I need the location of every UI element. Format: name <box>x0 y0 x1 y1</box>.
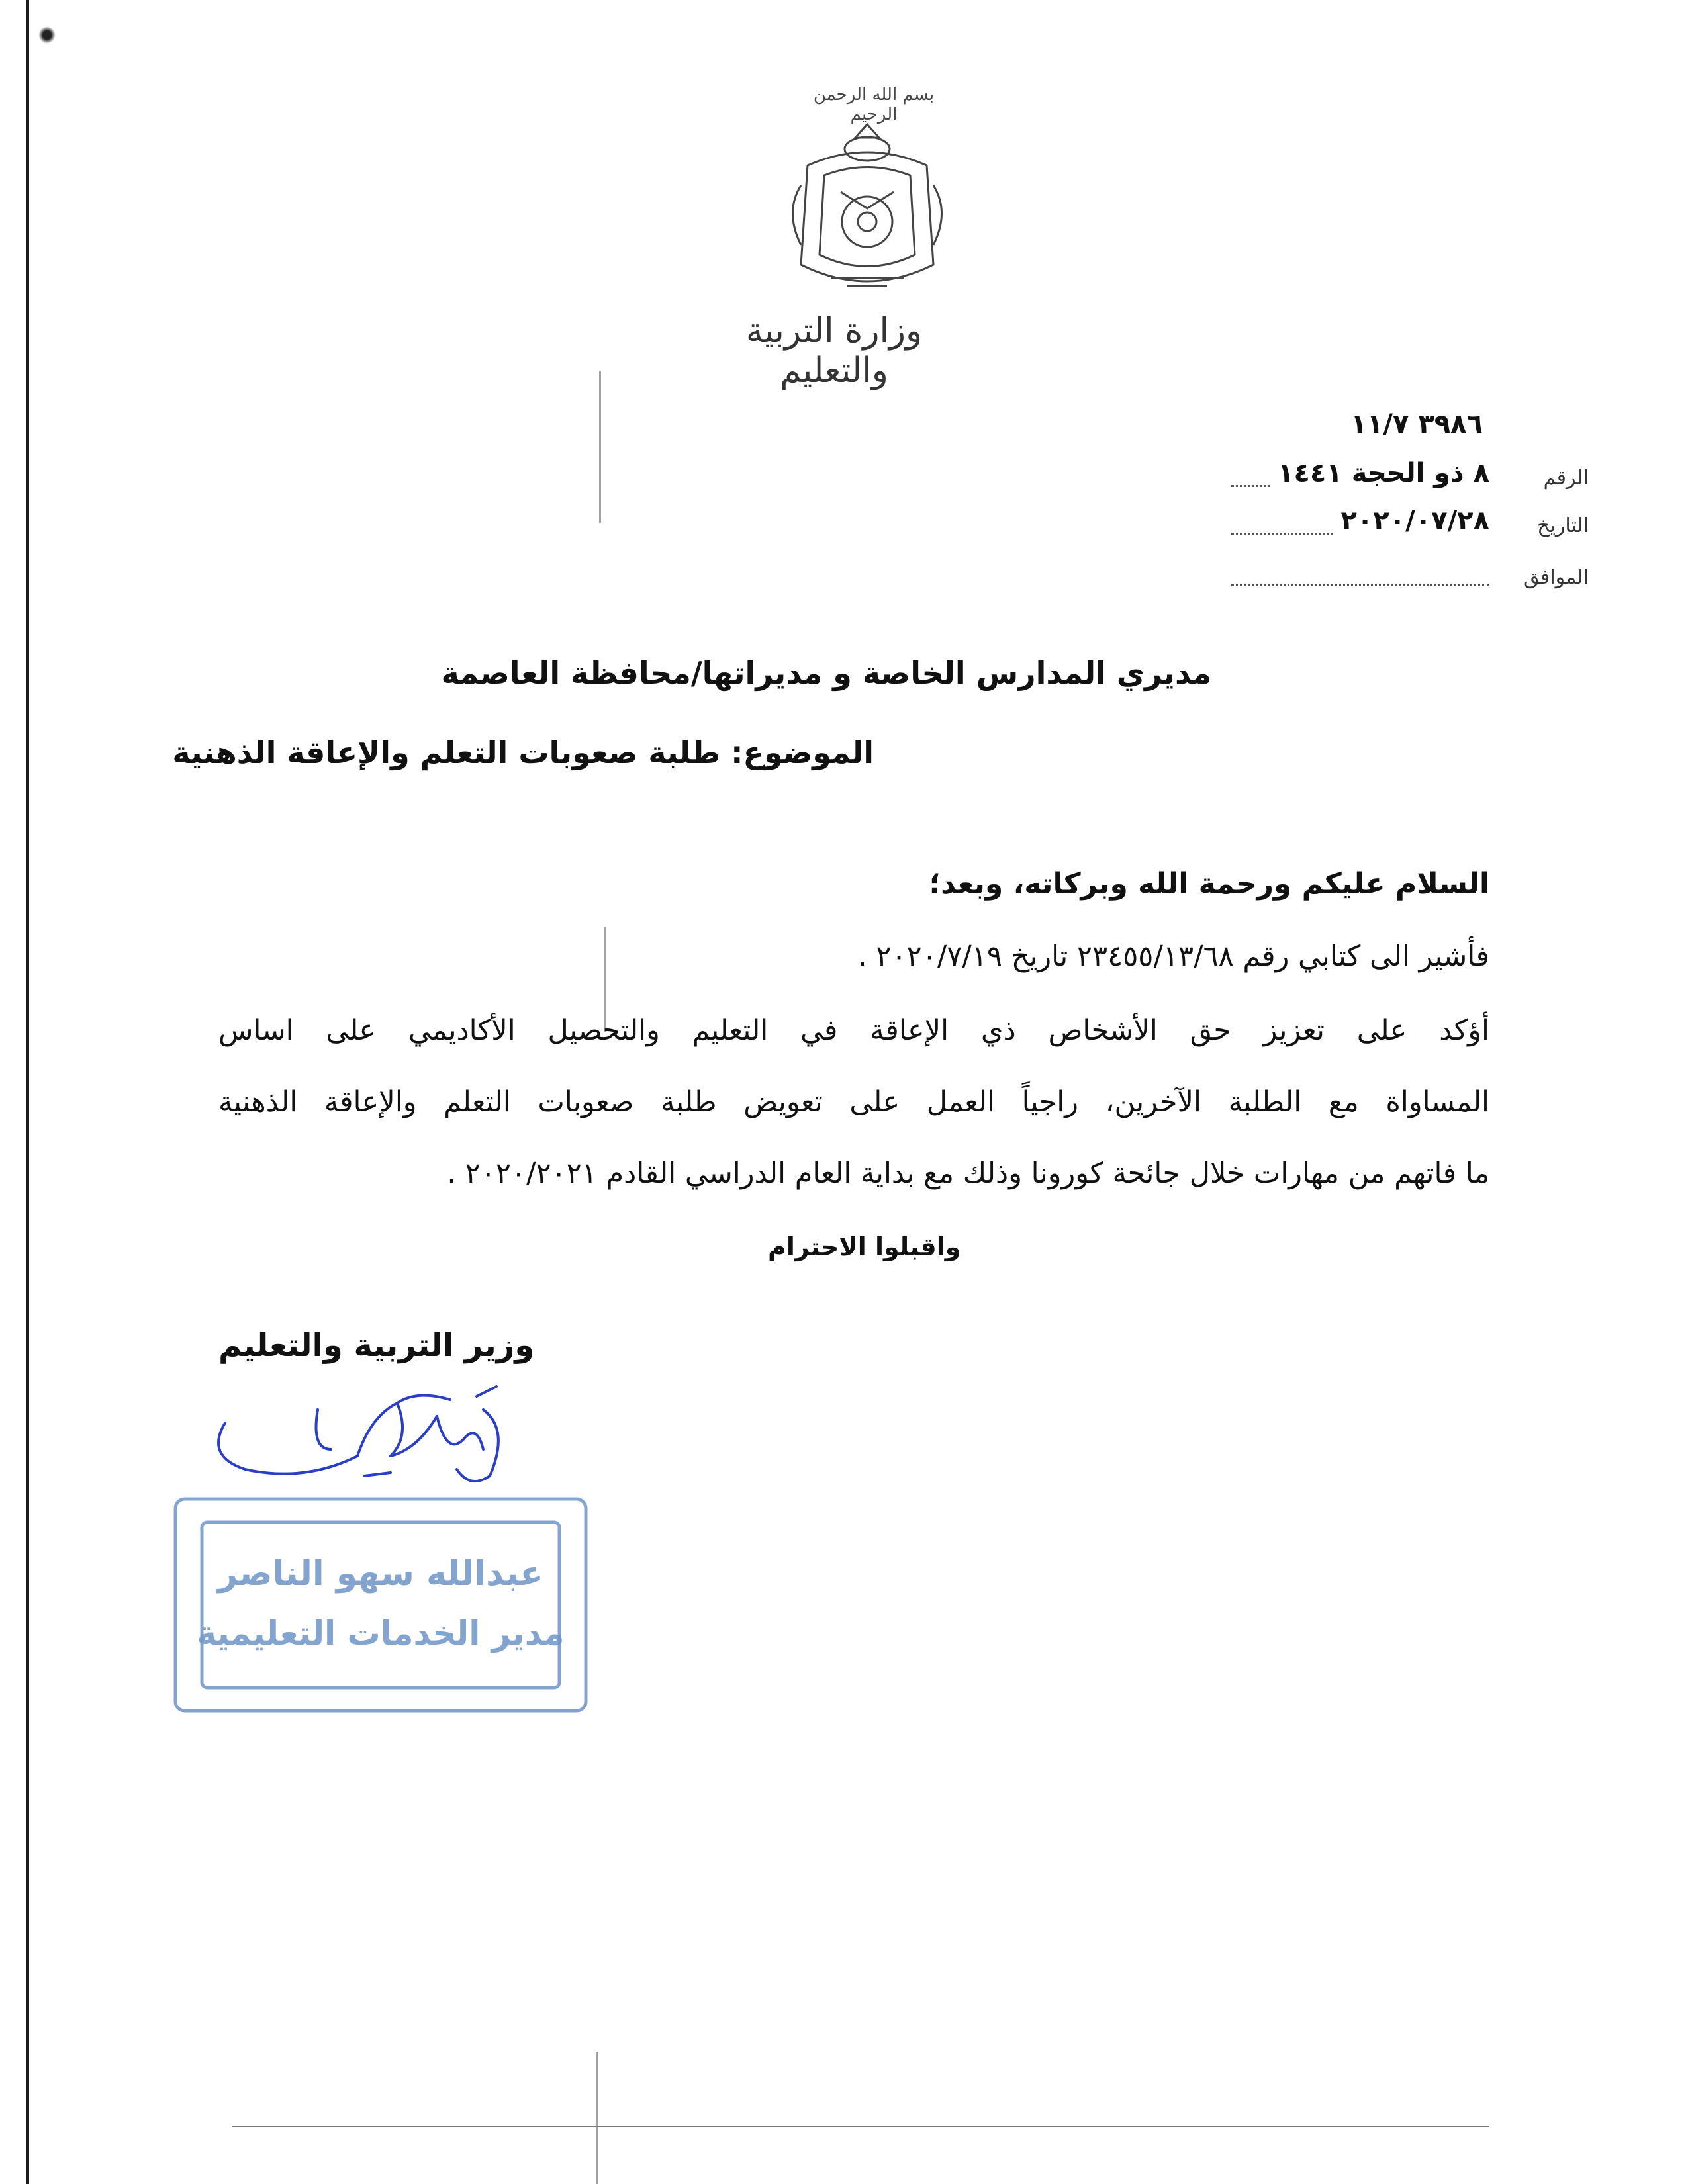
stamp-title: مدير الخدمات التعليمية <box>197 1614 565 1653</box>
basmala: بسم الله الرحمن الرحيم <box>813 85 935 124</box>
corresponding-row <box>1231 555 1589 592</box>
body-line-3: المساواة مع الطلبة الآخرين، راجياً العمل على تعويض طلبة صعوبات التعلم والإعاقة الذهنية <box>218 1085 1489 1118</box>
body-line-1: فأشير الى كتابي رقم ٢٣٤٥٥/١٣/٦٨ تاريخ ٢٠٢٠/٧/١٩ . <box>858 940 1489 973</box>
signer-title: وزير التربية والتعليم <box>218 1327 535 1364</box>
reference-number: ٣٩٨٦ ١١/٧ <box>1350 409 1483 439</box>
subject-line: الموضوع: طلبة صعوبات التعلم والإعاقة الذهنية <box>172 735 874 770</box>
number-label: الرقم <box>1543 467 1589 490</box>
date-row <box>1231 503 1589 540</box>
hijri-date: ٨ ذو الحجة ١٤٤١ <box>1271 458 1489 488</box>
gregorian-date: ٢٠٢٠/٠٧/٢٨ <box>1334 506 1489 536</box>
greeting: السلام عليكم ورحمة الله وبركاته، وبعد؛ <box>929 867 1489 901</box>
fold-mark <box>599 371 601 523</box>
coat-of-arms-icon <box>768 113 966 311</box>
footer-rule <box>232 2126 1489 2127</box>
official-stamp <box>162 1486 599 1724</box>
handwritten-signature <box>199 1377 543 1496</box>
ministry-logo: وزارة التربية والتعليم <box>745 311 923 390</box>
body-line-4: ما فاتهم من مهارات خلال جائحة كورونا وذلك مع بداية العام الدراسي القادم ٢٠٢٠/٢٠٢١ . <box>447 1157 1489 1190</box>
addressee: مديري المدارس الخاصة و مديراتها/محافظة العاصمة <box>441 655 1211 691</box>
date-label: التاريخ <box>1537 514 1589 537</box>
scan-smudge <box>38 26 56 44</box>
corresponding-label: الموافق <box>1523 566 1589 589</box>
body-line-2: أؤكد على تعزيز حق الأشخاص ذي الإعاقة في التعليم والتحصيل الأكاديمي على اساس <box>218 1014 1489 1047</box>
dotted-line <box>1231 584 1489 586</box>
fold-mark <box>596 2052 598 2184</box>
closing: واقبلوا الاحترام <box>768 1232 961 1261</box>
number-row <box>1231 455 1589 492</box>
stamp-name: عبدالله سهو الناصر <box>218 1554 543 1594</box>
binding-edge <box>26 0 29 2184</box>
